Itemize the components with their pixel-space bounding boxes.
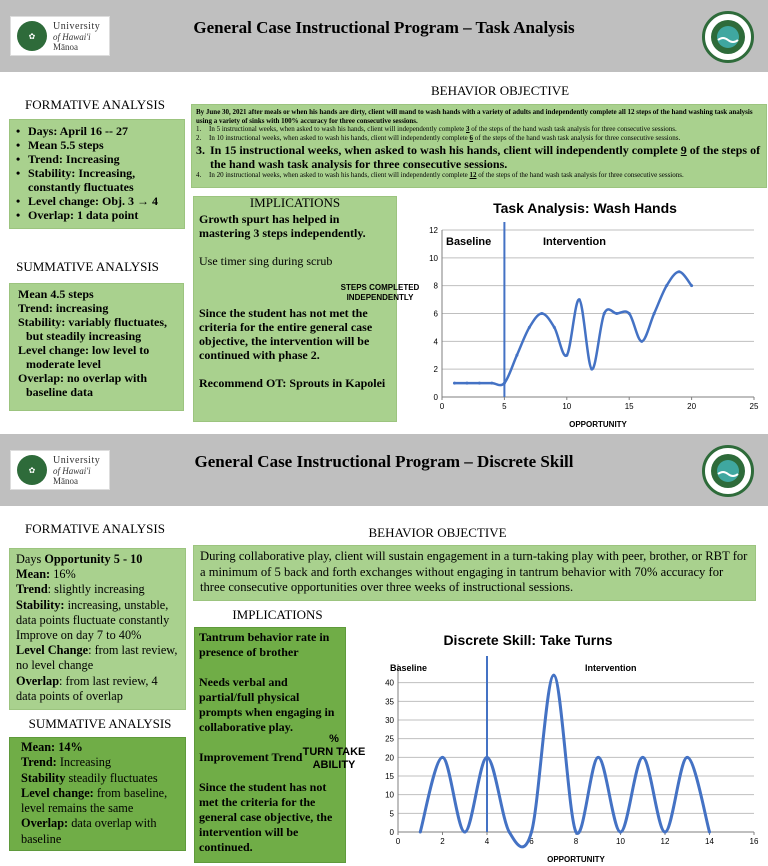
formative-key: Stability:	[16, 597, 65, 612]
phase-label-intervention: Intervention	[585, 663, 637, 673]
summative-heading: SUMMATIVE ANALYSIS	[16, 259, 159, 274]
formative-item	[16, 674, 179, 704]
data-point	[463, 831, 466, 834]
data-point	[641, 756, 644, 759]
data-point	[553, 326, 556, 329]
objective-post: of the steps of the hand wash task analysis for three consecutive sessions.	[473, 133, 681, 142]
objective-pre: In 15 instructional weeks, when asked to wash his hands, client will independently complete	[210, 143, 681, 157]
y-tick-label: 0	[389, 828, 394, 837]
y-tick-label: 30	[385, 716, 394, 725]
objective-number: 3.	[196, 143, 205, 157]
formative-item: • Stability: Increasing, constantly fluctuates	[16, 166, 178, 194]
behavior-objective-box-2	[193, 545, 756, 601]
summative-item	[21, 816, 174, 847]
college-seal-icon	[702, 11, 754, 63]
formative-value: 16%	[50, 567, 76, 582]
y-tick-label: 12	[429, 226, 438, 235]
objective-text: During collaborative play, client will sustain engagement in a turn-taking play with peer, brother, or RBT for a minimum of 5 back and forth exchanges without engaging in tantrum behavior with 70% accuracy for three consecutive opportunities over three weeks of instructional sessions.	[200, 549, 748, 595]
uh-seal-icon: ✿	[17, 455, 47, 485]
data-point	[503, 382, 506, 385]
objective-number: 1.	[196, 125, 202, 133]
formative-item	[16, 582, 179, 597]
y-tick-label: 20	[385, 753, 394, 763]
objective-value: 6	[469, 133, 473, 142]
task-analysis-chart	[340, 192, 768, 432]
data-point	[686, 756, 689, 759]
formative-key: Mean:	[16, 567, 51, 582]
x-tick-label: 25	[749, 402, 759, 411]
formative-key: Trend	[16, 582, 48, 597]
chart-title: Task Analysis: Wash Hands	[493, 200, 677, 216]
data-point	[465, 382, 468, 385]
data-point	[508, 831, 511, 834]
objective-value: 12	[469, 171, 477, 179]
x-tick-label: 6	[529, 837, 534, 846]
summative-item	[21, 786, 174, 817]
formative-item: • Overlap: 1 data point	[16, 208, 178, 222]
x-tick-label: 15	[624, 402, 634, 411]
y-tick-label: 4	[433, 337, 438, 347]
data-point	[565, 354, 568, 357]
implication-item: Growth spurt has helped in mastering 3 steps independently.	[199, 212, 366, 240]
implication-item: Use timer sing during scrub	[199, 254, 333, 268]
data-point	[619, 831, 622, 834]
x-tick-label: 16	[749, 837, 759, 846]
summative-item: Overlap: no overlap with baseline data	[18, 371, 147, 399]
summative-item: Level change: low level to moderate level	[18, 343, 150, 371]
data-point	[590, 368, 593, 371]
objective-post: of the steps of the hand wash task analysis for three consecutive sessions.	[210, 143, 761, 171]
y-axis-label: TURN TAKE	[302, 746, 366, 758]
objective-pre: In 10 instructional weeks, when asked to wash his hands, client will independently complete	[209, 133, 470, 142]
phase-label-intervention: Intervention	[543, 236, 606, 248]
summative-value: data overlap with baseline	[21, 816, 157, 846]
data-point	[708, 831, 711, 834]
y-axis-label: %	[329, 733, 339, 745]
data-point	[486, 756, 489, 759]
y-tick-label: 8	[433, 281, 438, 291]
data-point	[453, 382, 456, 385]
objective-item	[196, 143, 762, 171]
formative-key: Opportunity 5 - 10	[44, 552, 143, 566]
objective-pre: In 20 instructional weeks, when asked to wash his hands, client will independently complete	[209, 171, 470, 179]
summative-item	[21, 771, 174, 786]
implications-heading-2: IMPLICATIONS	[232, 607, 323, 622]
formative-heading-2: FORMATIVE ANALYSIS	[25, 521, 165, 536]
page-title-discrete-skill: General Case Instructional Program – Discrete Skill	[194, 452, 574, 471]
header-discrete-skill	[0, 434, 768, 506]
y-tick-label: 35	[385, 697, 394, 707]
uh-seal-icon: ✿	[17, 21, 47, 51]
summative-key: Stability	[21, 770, 66, 785]
data-point	[665, 284, 668, 287]
data-point	[628, 312, 631, 315]
data-point	[578, 298, 581, 301]
data-point	[478, 382, 481, 385]
data-point	[603, 312, 606, 315]
x-tick-label: 4	[484, 837, 490, 846]
formative-value: : from last review, 4 data points of overlap	[16, 673, 158, 703]
data-point	[441, 756, 444, 759]
y-tick-label: 10	[429, 253, 438, 263]
y-tick-label: 10	[385, 790, 394, 800]
formative-label: Days	[16, 552, 45, 566]
data-point	[575, 831, 578, 834]
formative-item	[16, 598, 179, 628]
data-point	[678, 270, 681, 273]
discrete-skill-chart	[290, 628, 768, 866]
y-tick-label: 25	[385, 734, 394, 744]
objective-pre: In 5 instructional weeks, when asked to wash his hands, client will independently complete	[209, 125, 466, 133]
data-point	[653, 312, 656, 315]
x-tick-label: 10	[562, 402, 572, 411]
y-tick-label: 0	[433, 393, 438, 402]
behavior-objective-box	[191, 104, 767, 188]
formative-box-2	[9, 548, 186, 710]
implication-item: Tantrum behavior rate in presence of brother	[199, 630, 330, 659]
summative-box	[9, 283, 184, 411]
objective-text	[209, 125, 677, 134]
behavior-objective-heading: BEHAVIOR OBJECTIVE	[430, 83, 570, 98]
phase-label-baseline: Baseline	[390, 663, 428, 673]
data-point	[690, 284, 693, 287]
objective-text	[210, 143, 762, 171]
formative-item: • Trend: Increasing	[16, 152, 178, 166]
objective-post: of the steps of the hand wash task analysis for three consecutive sessions.	[476, 171, 684, 179]
y-axis-label: ABILITY	[312, 759, 356, 771]
summative-key: Overlap:	[21, 816, 69, 831]
formative-item: • Mean 5.5 steps	[16, 138, 178, 152]
x-tick-label: 5	[502, 402, 507, 411]
data-point	[540, 312, 543, 315]
y-axis-label: INDEPENDENTLY	[346, 293, 414, 302]
formative-value: increasing, unstable, data points fluctuate constantly	[16, 597, 170, 627]
summative-item: Trend: increasing	[18, 301, 109, 315]
formative-item	[16, 567, 179, 582]
summative-value: steadily fluctuates	[65, 770, 158, 785]
summative-item	[21, 755, 174, 770]
objective-post: of the steps of the hand wash task analysis for three consecutive sessions.	[469, 125, 677, 133]
objective-item	[196, 134, 762, 143]
summative-value: from baseline, level remains the same	[21, 785, 168, 816]
series-line	[454, 272, 691, 385]
uh-logo: ✿ University of Hawai'i Mānoa	[10, 450, 110, 490]
x-tick-label: 12	[660, 837, 670, 846]
y-axis-label: STEPS COMPLETED	[340, 283, 420, 292]
summative-key: Trend:	[21, 755, 57, 770]
objective-item	[196, 125, 762, 134]
data-point	[419, 831, 422, 834]
formative-heading: FORMATIVE ANALYSIS	[25, 97, 165, 112]
formative-value: : from last review, no level change	[16, 643, 178, 673]
behavior-objective-heading-2: BEHAVIOR OBJECTIVE	[368, 525, 507, 540]
y-tick-label: 2	[433, 365, 438, 375]
x-tick-label: 20	[687, 402, 697, 411]
summative-item: Stability: variably fluctuates, but steadily increasing	[18, 315, 167, 343]
chart-title: Discrete Skill: Take Turns	[443, 632, 613, 648]
x-tick-label: 8	[573, 837, 579, 846]
summative-box-2	[9, 737, 186, 851]
y-tick-label: 40	[385, 678, 394, 688]
formative-box	[9, 119, 185, 229]
header-task-analysis	[0, 0, 768, 72]
summative-key: Mean: 14%	[21, 740, 83, 754]
page-title-task-analysis: General Case Instructional Program – Task Analysis	[193, 18, 575, 37]
objective-number: 4.	[196, 171, 202, 179]
x-tick-label: 0	[395, 837, 401, 846]
x-axis-label: OPPORTUNITY	[547, 855, 605, 864]
formative-key: Overlap	[16, 673, 60, 688]
formative-value: : slightly increasing	[47, 582, 145, 597]
data-point	[552, 674, 555, 677]
formative-key: Level Change	[16, 643, 89, 658]
objective-value: 3	[466, 125, 470, 133]
x-tick-label: 10	[616, 837, 625, 846]
objective-text	[209, 134, 680, 143]
formative-item	[16, 552, 179, 567]
implication-item: Since the student has not met the criteria for the entire general case objective, the intervention will be continued with phase 2.	[199, 306, 373, 362]
data-point	[597, 756, 600, 759]
x-tick-label: 2	[440, 837, 445, 846]
objective-number: 2.	[196, 133, 202, 142]
summative-item: Mean 4.5 steps	[18, 287, 94, 301]
summative-key: Level change:	[21, 785, 94, 800]
implication-item: Improvement Trend	[199, 750, 303, 764]
data-point	[515, 354, 518, 357]
formative-item	[16, 628, 179, 643]
objective-text	[209, 171, 684, 180]
implication-item: Since the student has not met the criteria for the general case objective, the intervention will be continued.	[199, 780, 333, 854]
objective-main: By June 30, 2021 after meals or when his hands are dirty, client will mand to wash hands with a variety of adults and independently complete all 12 steps of the hand washing task analysis using a variety of sinks with 100% accuracy for three consecutive sessions.	[196, 108, 753, 125]
implication-item: Recommend OT: Sprouts in Kapolei	[199, 376, 386, 390]
y-tick-label: 15	[385, 772, 394, 781]
data-point	[530, 831, 533, 834]
data-point	[490, 382, 493, 385]
formative-item: • Level change: Obj. 3 → 4	[16, 194, 178, 208]
formative-item	[16, 643, 179, 673]
data-point	[615, 312, 618, 315]
data-point	[528, 326, 531, 329]
x-axis-label: OPPORTUNITY	[569, 420, 627, 429]
objective-item	[196, 171, 762, 180]
formative-item: • Days: April 16 -- 27	[16, 124, 178, 138]
y-tick-label: 6	[433, 309, 438, 319]
summative-value: Increasing	[56, 755, 112, 770]
data-point	[664, 831, 667, 834]
summative-heading-2: SUMMATIVE ANALYSIS	[28, 716, 172, 731]
formative-value: Improve on day 7 to 40%	[16, 628, 142, 643]
summative-item	[21, 740, 174, 755]
x-tick-label: 14	[705, 837, 714, 846]
objective-value: 9	[680, 143, 687, 157]
x-tick-label: 0	[439, 402, 445, 411]
implication-item: Needs verbal and partial/full physical prompts when engaging in collaborative play.	[199, 675, 335, 734]
uh-logo: ✿ University of Hawai'i Mānoa	[10, 16, 110, 56]
y-tick-label: 5	[389, 809, 394, 819]
implications-heading: IMPLICATIONS	[249, 195, 341, 210]
college-seal-icon	[702, 445, 754, 497]
data-point	[640, 340, 643, 343]
phase-label-baseline: Baseline	[446, 236, 492, 248]
